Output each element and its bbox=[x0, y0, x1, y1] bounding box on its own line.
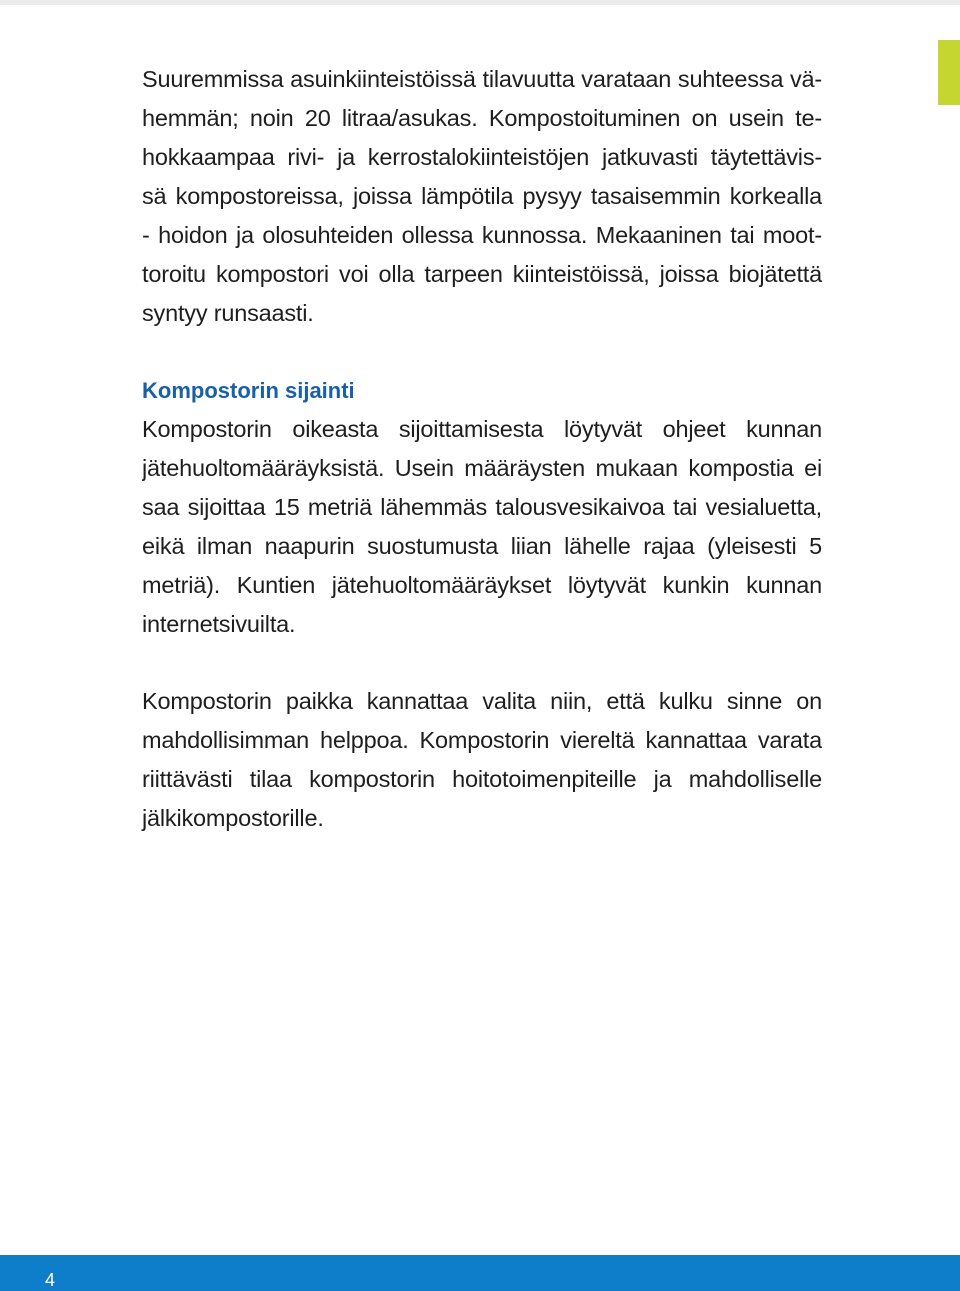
text-line: toroitu kompostori voi olla tarpeen kiinteistöissä, joissa biojätettä bbox=[142, 261, 822, 287]
text-line: - hoidon ja olosuhteiden ollessa kunnossa. Mekaaninen tai moot- bbox=[142, 222, 822, 248]
paragraph-intro bbox=[142, 60, 822, 333]
text-line: hemmän; noin 20 litraa/asukas. Kompostoituminen on usein te- bbox=[142, 105, 822, 131]
text-line: hokkaampaa rivi- ja kerrostalokiinteistöjen jatkuvasti täytettävis- bbox=[142, 144, 822, 170]
text-line: riittävästi tilaa kompostorin hoitotoimenpiteille ja mahdolliselle bbox=[142, 766, 822, 792]
text-line: jälkikompostorille. bbox=[142, 805, 324, 831]
section-location bbox=[142, 371, 822, 644]
text-line: saa sijoittaa 15 metriä lähemmäs talousvesikaivoa tai vesialuetta, bbox=[142, 494, 822, 520]
section-tab-marker bbox=[938, 40, 960, 105]
text-line: metriä). Kuntien jätehuoltomääräykset löytyvät kunkin kunnan bbox=[142, 572, 822, 598]
text-line: syntyy runsaasti. bbox=[142, 300, 314, 326]
page-content bbox=[142, 60, 822, 838]
text-line: Kompostorin paikka kannattaa valita niin, että kulku sinne on bbox=[142, 688, 822, 714]
section-heading: Kompostorin sijainti bbox=[142, 378, 355, 403]
text-line: Kompostorin oikeasta sijoittamisesta löytyvät ohjeet kunnan bbox=[142, 416, 822, 442]
paragraph-placement bbox=[142, 682, 822, 838]
text-line: jätehuoltomääräyksistä. Usein määräysten mukaan kompostia ei bbox=[142, 455, 822, 481]
top-rule bbox=[0, 0, 960, 5]
text-line: internetsivuilta. bbox=[142, 611, 296, 637]
footer-bar bbox=[0, 1255, 960, 1291]
text-line: mahdollisimman helppoa. Kompostorin viereltä kannattaa varata bbox=[142, 727, 822, 753]
text-line: sä kompostoreissa, joissa lämpötila pysyy tasaisemmin korkealla bbox=[142, 183, 822, 209]
text-line: eikä ilman naapurin suostumusta liian lähelle rajaa (yleisesti 5 bbox=[142, 533, 822, 559]
page-number: 4 bbox=[45, 1270, 56, 1290]
text-line: Suuremmissa asuinkiinteistöissä tilavuutta varataan suhteessa vä- bbox=[142, 66, 822, 92]
